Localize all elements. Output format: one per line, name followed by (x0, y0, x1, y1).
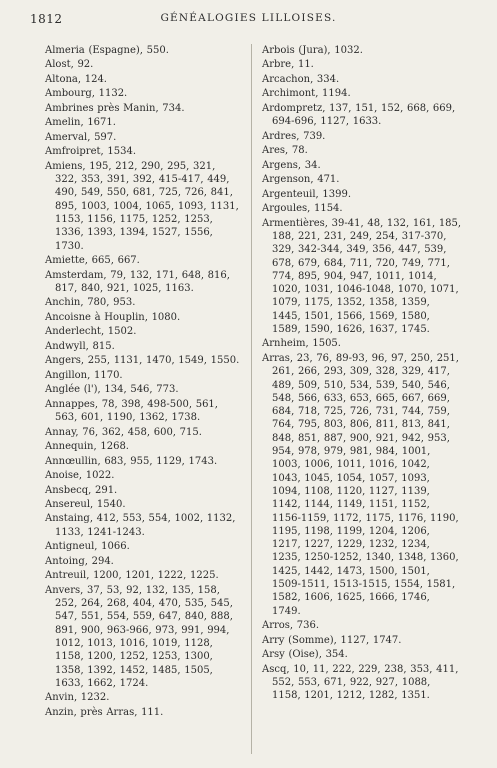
index-entry: Amelin, 1671. (45, 117, 116, 129)
index-entry: Ansereul, 1540. (45, 499, 126, 510)
index-entry: Alost, 92. (45, 59, 94, 71)
index-entry: Annappes, 78, 398, 498-500, 561, 563, 601, 1190, 1362, 1738. (45, 398, 218, 424)
index-entry: Anoise, 1022. (45, 470, 115, 482)
index-entry: Amfroipret, 1534. (45, 146, 137, 158)
index-entry: Amerval, 597. (45, 131, 117, 143)
page-number: 1812 (30, 12, 63, 26)
index-entry: Annœullin, 683, 955, 1129, 1743. (45, 455, 218, 467)
index-entry: Argenteuil, 1399. (262, 188, 352, 200)
index-entry: Arcachon, 334. (262, 73, 340, 85)
index-entry: Arnheim, 1505. (262, 338, 341, 350)
index-entry: Amiens, 195, 212, 290, 295, 321, 322, 353, 391, 392, 415-417, 449, 490, 549, 550, 681, 725, 726, 841, 895, 1003, 1004, 1065, 1093, 1131, 1153, 1156, 1175, 1252, 1253, 1336, 1393, 1394, 1527, 1556, 1730. (45, 160, 239, 252)
index-entry: Anvin, 1232. (45, 692, 110, 704)
index-entry: Anderlecht, 1502. (45, 326, 137, 338)
index-entry: Arros, 736. (262, 620, 320, 632)
index-entry: Archimont, 1194. (262, 88, 351, 100)
index-entry: Arbre, 11. (262, 59, 314, 71)
index-entry: Annequin, 1268. (45, 441, 129, 453)
index-entry: Anvers, 37, 53, 92, 132, 135, 158, 252, 264, 268, 404, 470, 535, 545, 547, 551, 554, 559, 647, 840, 888, 891, 900, 963-966, 973, 991, 994, 1012, 1013, 1016, 1019, 1128, 1158, 1200, 1252, 1253, 1300, 1358, 1392, 1452, 1485, 1505, 1633, 1662, 1724. (45, 584, 233, 689)
index-entry: Andwyll, 815. (45, 340, 115, 352)
index-entry: Anzin, près Arras, 111. (45, 706, 164, 718)
index-entry: Amiette, 665, 667. (45, 255, 140, 267)
index-entry: Argens, 34. (262, 159, 321, 171)
index-entry: Antreuil, 1200, 1201, 1222, 1225. (45, 570, 219, 582)
index-entry: Ambrines près Manin, 734. (45, 102, 185, 114)
index-entry: Ardompretz, 137, 151, 152, 668, 669, 694-696, 1127, 1633. (262, 102, 456, 128)
index-entry: Angers, 255, 1131, 1470, 1549, 1550. (45, 355, 240, 367)
index-entry: Altona, 124. (45, 73, 107, 85)
index-entry: Arsy (Oise), 354. (262, 649, 348, 661)
index-entry: Ambourg, 1132. (45, 88, 128, 100)
page-header (30, 12, 467, 28)
index-entry: Amsterdam, 79, 132, 171, 648, 816, 817, 840, 921, 1025, 1163. (45, 269, 230, 294)
index-entry: Ansbecq, 291. (45, 484, 118, 496)
index-entry: Almeria (Espagne), 550. (45, 45, 169, 56)
index-entry: Annay, 76, 362, 458, 600, 715. (45, 426, 202, 438)
index-entry: Ancoisne à Houplin, 1080. (45, 311, 181, 323)
index-entry: Anstaing, 412, 553, 554, 1002, 1132, 1133, 1241-1243. (45, 513, 236, 538)
index-entry: Antigneul, 1066. (45, 541, 130, 553)
running-title: GÉNÉALOGIES LILLOISES. (160, 12, 337, 24)
index-entry: Antoing, 294. (45, 555, 114, 567)
index-entry: Arry (Somme), 1127, 1747. (262, 634, 402, 646)
index-entry: Arbois (Jura), 1032. (262, 45, 363, 56)
index-entry: Armentières, 39-41, 48, 132, 161, 185, 188, 221, 231, 249, 254, 317-370, 329, 342-344, 349, 356, 447, 539, 678, 679, 684, 711, 720, 749, 771, 774, 895, 904, 947, 1011, 1014, 1020, 1031, 1046-1048, 1070, 1071, 1079, 1175, 1352, 1358, 1359, 1445, 1501, 1566, 1569, 1580, 1589, 1590, 1626, 1637, 1745. (262, 217, 462, 335)
index-entry: Ardres, 739. (262, 130, 326, 142)
index-column-left (45, 44, 241, 720)
index-entry: Angillon, 1170. (45, 369, 123, 381)
index-entry: Argenson, 471. (262, 174, 340, 186)
index-entry: Argoules, 1154. (262, 203, 343, 215)
index-entry: Arras, 23, 76, 89-93, 96, 97, 250, 251, 261, 266, 293, 309, 328, 329, 417, 489, 509, 510, 534, 539, 540, 546, 548, 566, 633, 653, 665, 667, 669, 684, 718, 725, 726, 731, 744, 759, 764, 795, 803, 806, 811, 813, 841, 848, 851, 887, 900, 921, 942, 953, 954, 978, 979, 981, 984, 1001, 1003, 1006, 1011, 1016, 1042, 1043, 1045, 1054, 1057, 1093, 1094, 1108, 1120, 1127, 1139, 1142, 1144, 1149, 1151, 1152, 1156-1159, 1172, 1175, 1176, 1190, 1195, 1198, 1199, 1204, 1206, 1217, 1227, 1229, 1232, 1234, 1235, 1250-1252, 1340, 1348, 1360, 1425, 1442, 1473, 1500, 1501, 1509-1511, 1513-1515, 1554, 1581, 1582, 1606, 1625, 1666, 1746, 1749. (262, 352, 459, 617)
index-entry: Ares, 78. (262, 145, 308, 157)
index-column-right (262, 44, 462, 704)
index-entry: Anglée (l'), 134, 546, 773. (45, 384, 179, 396)
index-entry: Anchin, 780, 953. (45, 297, 136, 309)
column-divider (251, 44, 252, 754)
index-entry: Ascq, 10, 11, 222, 229, 238, 353, 411, 552, 553, 671, 922, 927, 1088, 1158, 1201, 1212, 1282, 1351. (262, 663, 459, 702)
